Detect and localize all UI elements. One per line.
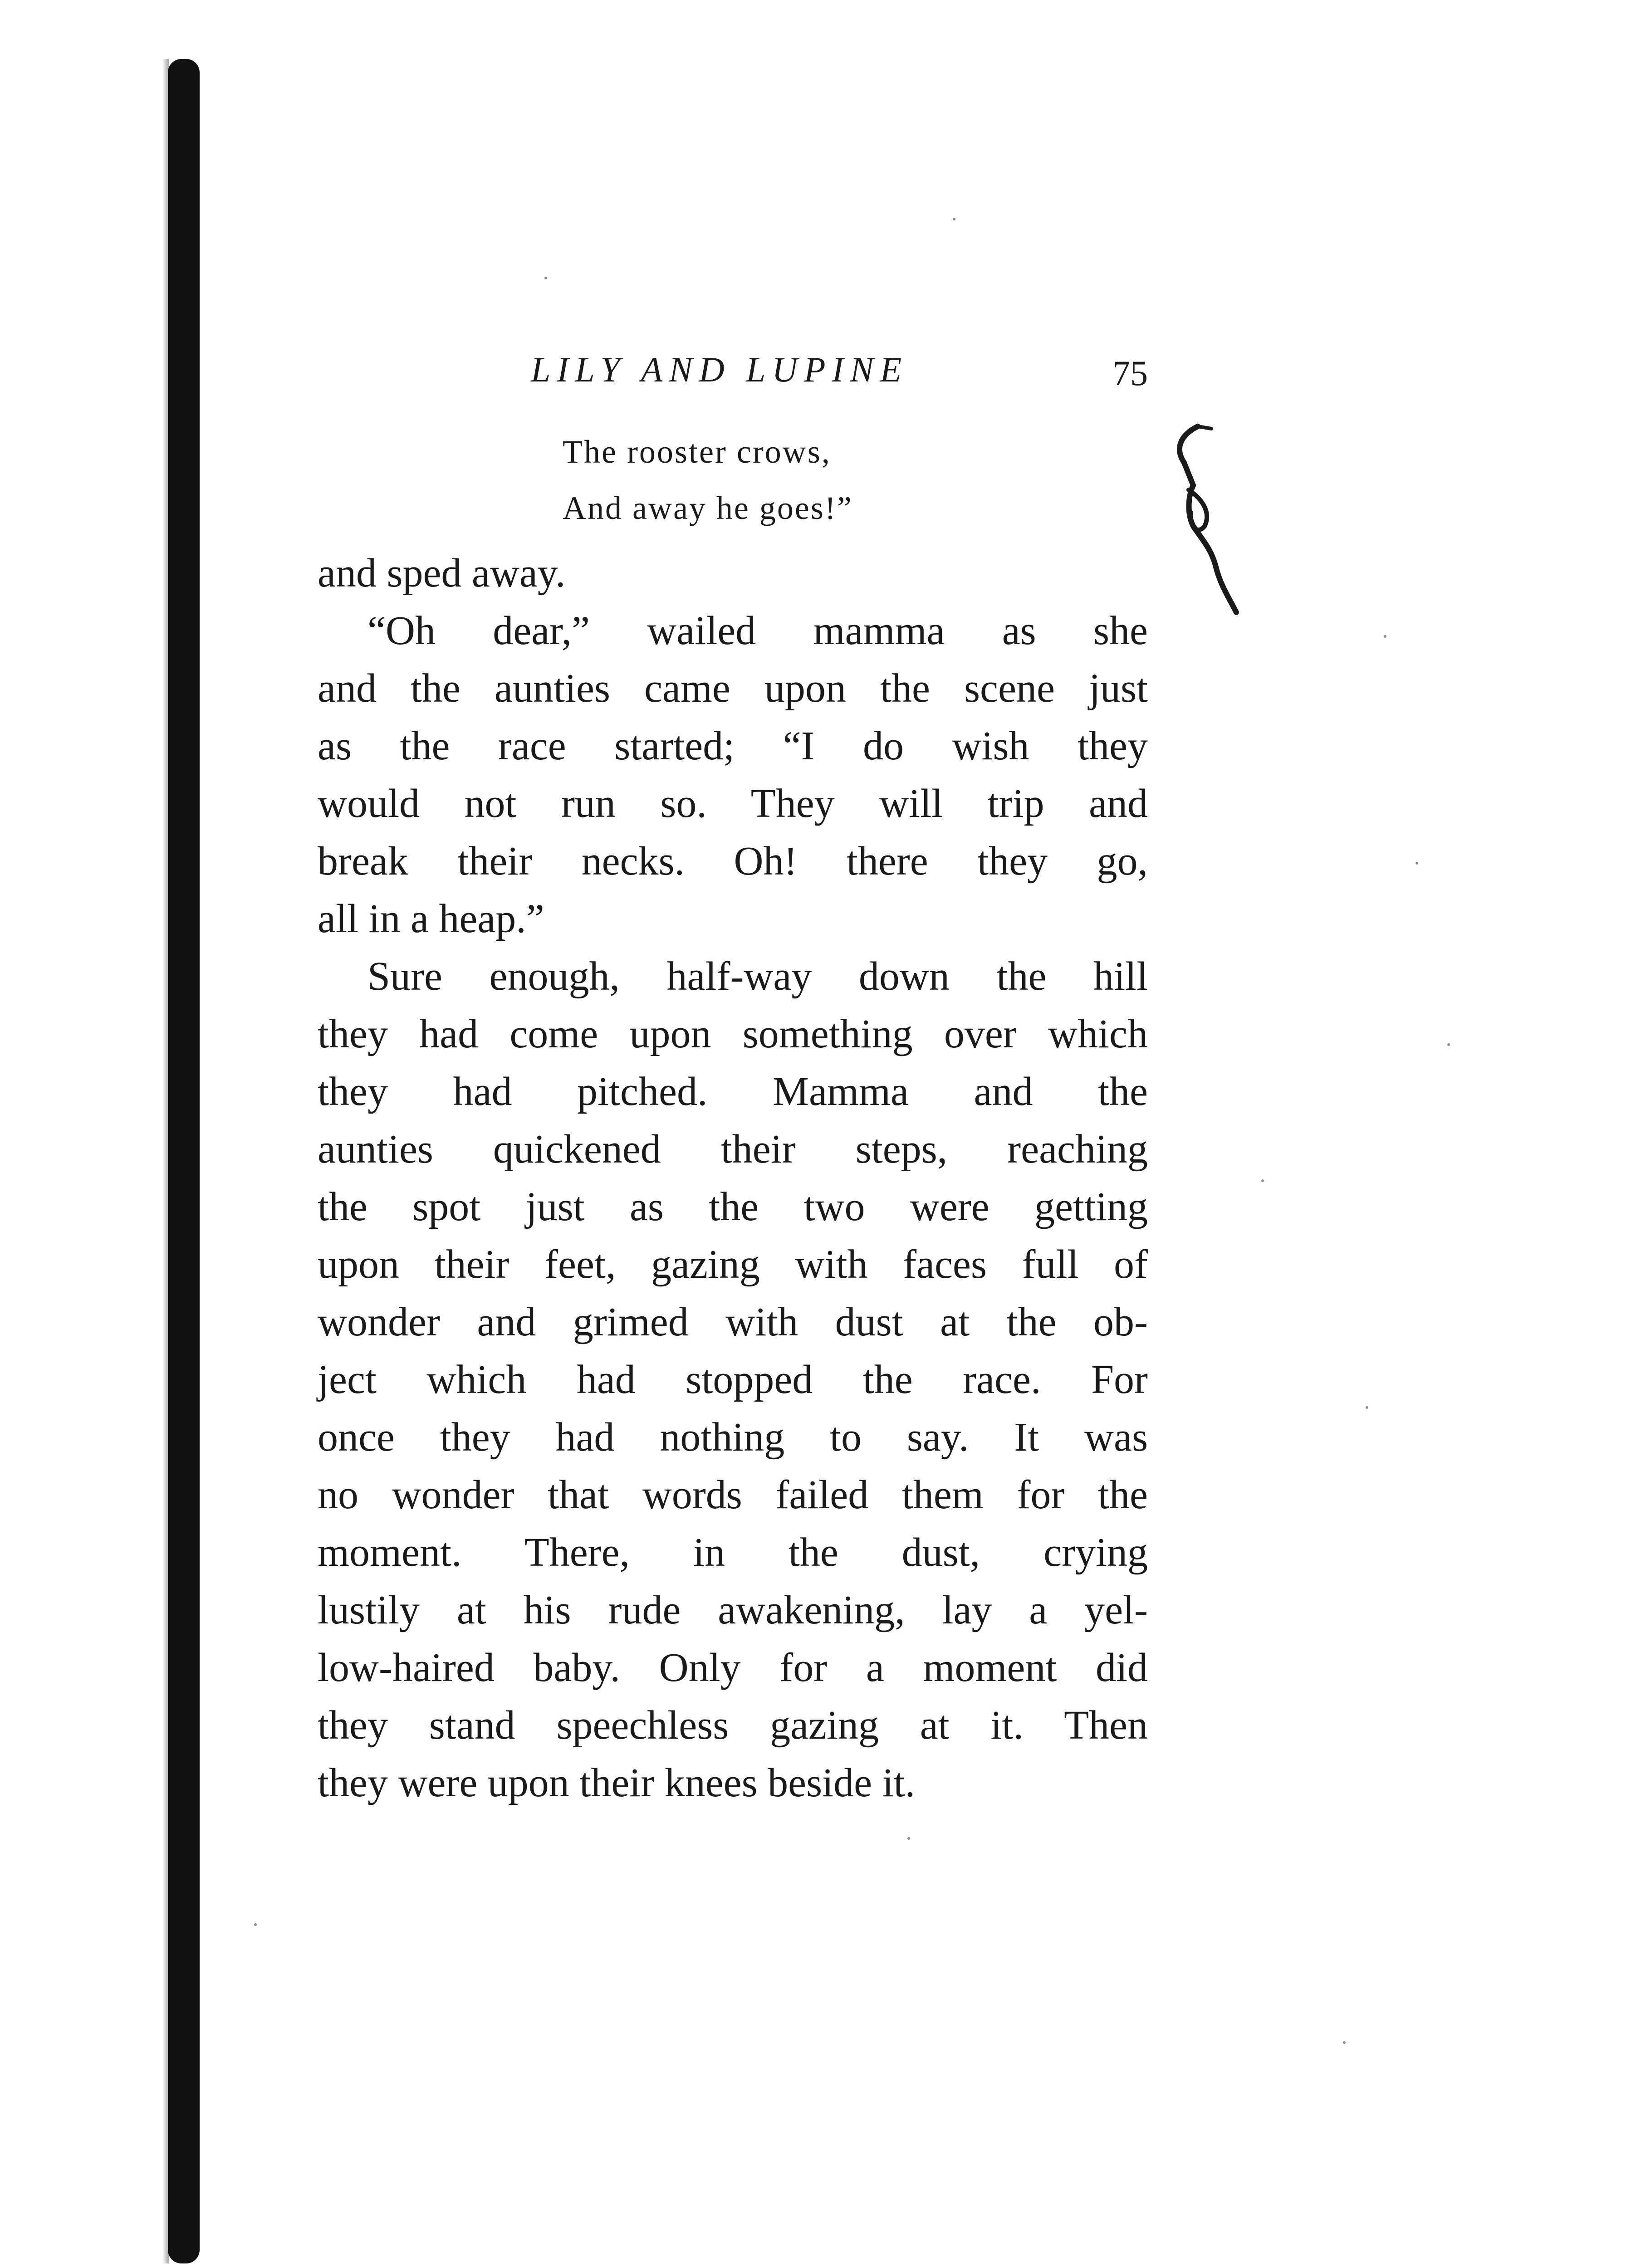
text-line: upon their feet, gazing with faces full of: [318, 1242, 1148, 1287]
text-line: wonder and grimed with dust at the ob-: [318, 1300, 1148, 1344]
page-header: [517, 345, 1148, 395]
text-line: ject which had stopped the race. For: [318, 1357, 1148, 1402]
paper-speck: [544, 277, 547, 279]
paper-speck: [1343, 2041, 1346, 2044]
text-line: all in a heap.”: [318, 896, 544, 941]
verse-quote: [563, 424, 853, 537]
paper-speck: [1261, 1179, 1264, 1182]
paper-speck: [907, 1837, 910, 1840]
text-line: no wonder that words failed them for the: [318, 1472, 1148, 1517]
text-line: as the race started; “I do wish they: [318, 723, 1148, 768]
text-line: break their necks. Oh! there they go,: [318, 839, 1148, 884]
text-line: they were upon their knees beside it.: [318, 1760, 916, 1805]
text-line: and sped away.: [318, 551, 566, 596]
pencil-mark-icon: [1161, 422, 1252, 617]
text-line: low-haired baby. Only for a moment did: [318, 1645, 1148, 1690]
body-text: [318, 544, 1148, 1812]
text-line: the spot just as the two were getting: [318, 1184, 1148, 1229]
paper-speck: [254, 1923, 257, 1926]
text-line: would not run so. They will trip and: [318, 781, 1148, 826]
verse-line: The rooster crows,: [563, 434, 831, 470]
paper-speck: [1416, 862, 1418, 865]
paper-speck: [1447, 1043, 1450, 1046]
text-line: Sure enough, half-way down the hill: [367, 954, 1148, 999]
binding-edge: [168, 59, 200, 2263]
text-line: and the aunties came upon the scene just: [318, 666, 1148, 711]
paper-speck: [953, 218, 955, 220]
text-line: “Oh dear,” wailed mamma as she: [367, 608, 1148, 653]
text-line: lustily at his rude awakening, lay a yel-: [318, 1588, 1148, 1633]
text-line: once they had nothing to say. It was: [318, 1415, 1148, 1460]
paper-speck: [1384, 635, 1386, 638]
text-line: moment. There, in the dust, crying: [318, 1530, 1148, 1575]
running-title: LILY AND LUPINE: [531, 350, 908, 389]
text-line: they had pitched. Mamma and the: [318, 1069, 1148, 1114]
text-line: aunties quickened their steps, reaching: [318, 1127, 1148, 1172]
verse-line: And away he goes!”: [563, 489, 853, 526]
text-line: they stand speechless gazing at it. Then: [318, 1703, 1148, 1748]
text-line: they had come upon something over which: [318, 1012, 1148, 1056]
page-number: 75: [1112, 353, 1148, 393]
paper-speck: [1366, 1406, 1368, 1409]
